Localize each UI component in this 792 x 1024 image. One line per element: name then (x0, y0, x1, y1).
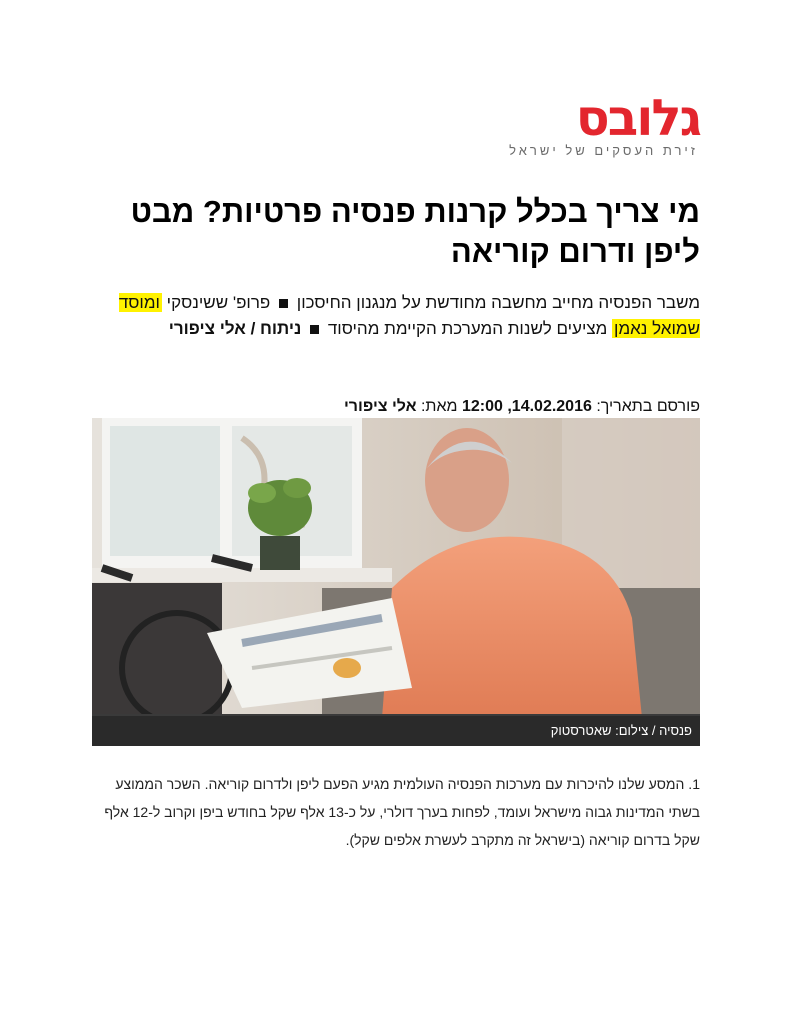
article-subtitle (80, 290, 700, 342)
photo-caption: פנסיה / צילום: שאטרסטוק (550, 723, 692, 738)
article-photo (92, 418, 700, 746)
logo-tagline: זירת העסקים של ישראל (509, 143, 698, 158)
article-meta (80, 397, 700, 417)
photo-caption-bar (92, 716, 700, 746)
subtitle-highlight: ומוסד שמואל נאמן (118, 293, 700, 338)
bullet-square-icon (279, 299, 288, 308)
subtitle-section[interactable]: ניתוח / אלי ציפורי (168, 319, 302, 338)
article-headline: מי צריך בכלל קרנות פנסיה פרטיות? מבט ליפן ודרום קוריאה (130, 194, 700, 269)
author-name[interactable]: אלי ציפורי (343, 398, 417, 415)
by-label: מאת: (420, 398, 458, 415)
article-body: 1. המסע שלנו להיכרות עם מערכות הפנסיה העולמית מגיע הפעם ליפן ולדרום קוריאה. השכר הממוצע בשתי המדינות גבוה מישראל ועומד, לפחות בערך דולרי, על כ-13 אלף שקל בחודש ביפן וקרוב ל-12 אלף שקל בדרום קוריאה (בישראל זה מתקרב לעשרת אלפים שקל). (104, 776, 700, 848)
globes-logo[interactable] (500, 89, 700, 165)
published-label: פורסם בתאריך: (596, 398, 700, 415)
subtitle-prof: פרופ' ששינסקי (166, 293, 271, 312)
published-date: 14.02.2016, 12:00 (461, 398, 592, 415)
photo-illustration (92, 418, 700, 746)
subtitle-text-2: מציעים לשנות המערכת הקיימת מהיסוד (327, 319, 608, 338)
subtitle-text: משבר הפנסיה מחייב מחשבה מחודשת על מנגנון החיסכון (296, 293, 700, 312)
logo-wordmark: גלובס (575, 89, 700, 147)
bullet-square-icon (310, 325, 319, 334)
